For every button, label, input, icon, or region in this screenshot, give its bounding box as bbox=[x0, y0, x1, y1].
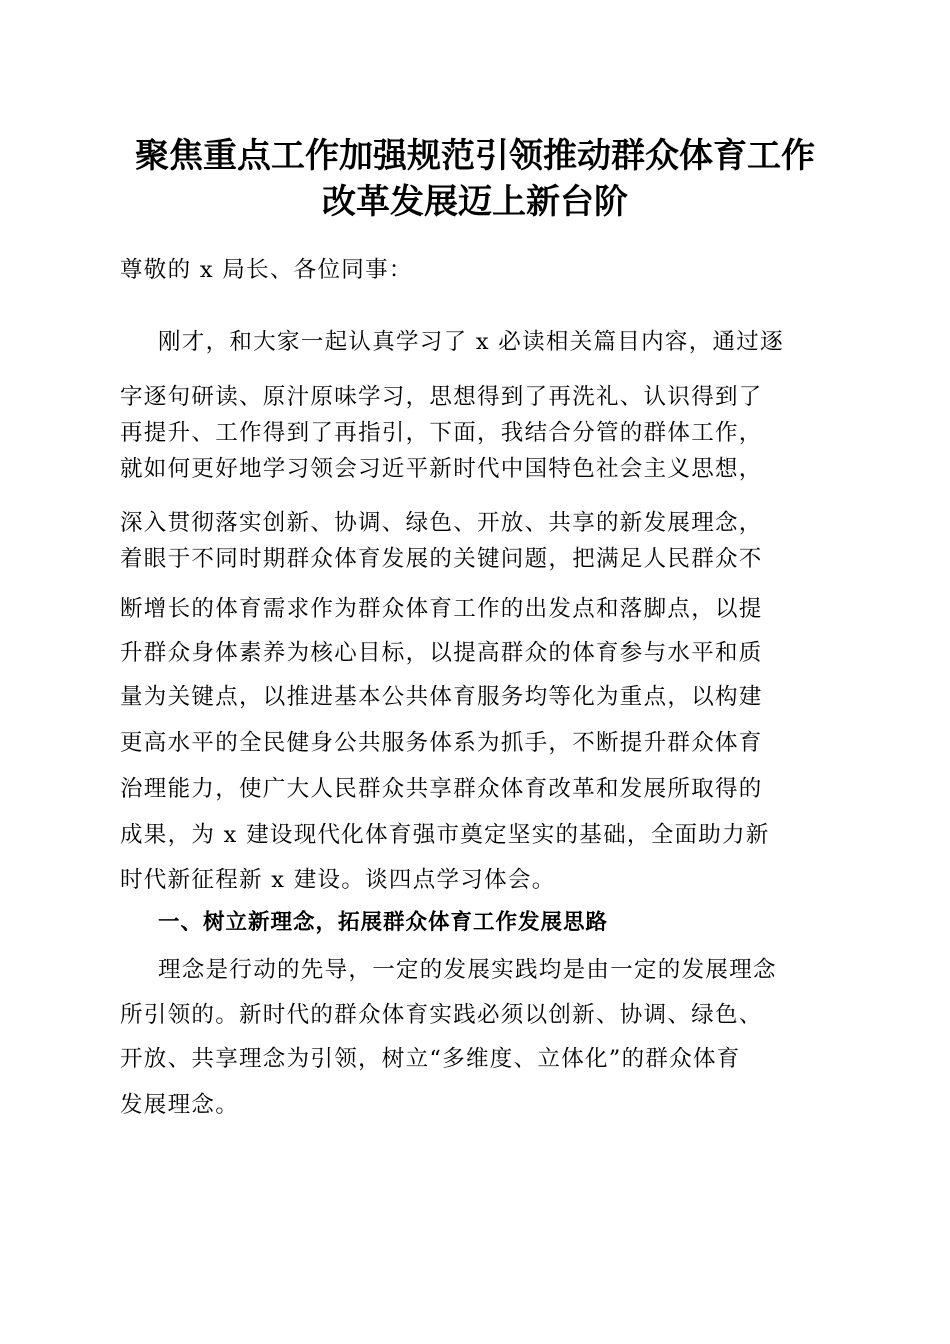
paragraph-line: 所引领的。新时代的群众体育实践必须以创新、协调、绿色、 bbox=[120, 1002, 763, 1028]
paragraph-line: 断增长的体育需求作为群众体育工作的出发点和落脚点，以提 bbox=[120, 596, 763, 622]
paragraph-line: 量为关键点，以推进基本公共体育服务均等化为重点，以构建 bbox=[120, 684, 763, 710]
salutation: 尊敬的 x 局长、各位同事： bbox=[120, 257, 413, 283]
paragraph-line: 更高水平的全民健身公共服务体系为抓手，不断提升群众体育 bbox=[120, 730, 763, 756]
paragraph-line: 时代新征程新 x 建设。谈四点学习体会。 bbox=[120, 867, 556, 893]
title-line: 改革发展迈上新台阶 bbox=[322, 182, 628, 222]
paragraph-line: 发展理念。 bbox=[120, 1092, 240, 1118]
title-line: 聚焦重点工作加强规范引领推动群众体育工作 bbox=[135, 136, 815, 176]
paragraph-line: 理念是行动的先导，一定的发展实践均是由一定的发展理念 bbox=[158, 957, 777, 983]
paragraph-line: 开放、共享理念为引领，树立“多维度、立体化”的群众体育 bbox=[120, 1046, 741, 1072]
paragraph-line: 着眼于不同时期群众体育发展的关键问题，把满足人民群众不 bbox=[120, 546, 763, 572]
paragraph-line: 治理能力，使广大人民群众共享群众体育改革和发展所取得的 bbox=[120, 776, 763, 802]
paragraph-line: 就如何更好地学习领会习近平新时代中国特色社会主义思想， bbox=[120, 456, 763, 482]
paragraph-line: 深入贯彻落实创新、协调、绿色、开放、共享的新发展理念， bbox=[120, 510, 763, 536]
paragraph-line: 字逐句研读、原汁原味学习，思想得到了再洗礼、认识得到了 bbox=[120, 384, 763, 410]
document-title bbox=[100, 133, 850, 225]
section-heading: 一、树立新理念，拓展群众体育工作发展思路 bbox=[158, 910, 609, 935]
paragraph-line: 升群众身体素养为核心目标，以提高群众的体育参与水平和质 bbox=[120, 640, 763, 666]
paragraph-line: 刚才，和大家一起认真学习了 x 必读相关篇目内容，通过逐 bbox=[158, 329, 784, 355]
paragraph-line: 成果，为 x 建设现代化体育强市奠定坚实的基础，全面助力新 bbox=[120, 822, 770, 848]
paragraph-line: 再提升、工作得到了再指引，下面，我结合分管的群体工作， bbox=[120, 420, 763, 446]
